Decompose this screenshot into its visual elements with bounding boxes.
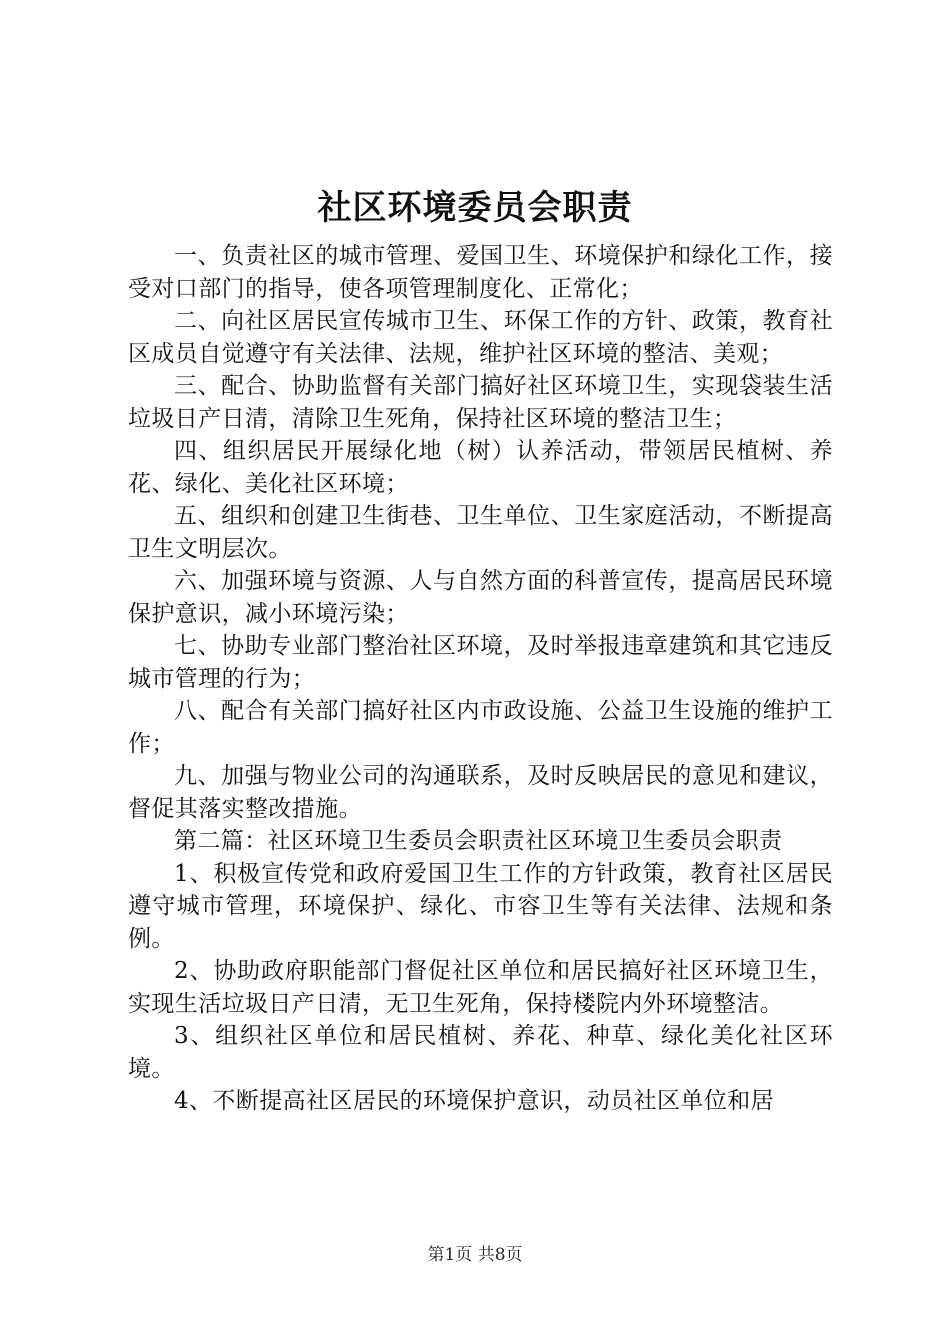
paragraph: 九、加强与物业公司的沟通联系，及时反映居民的意见和建议，督促其落实整改措施。 bbox=[128, 763, 833, 822]
paragraph: 1、积极宣传党和政府爱国卫生工作的方针政策，教育社区居民遵守城市管理，环境保护、绿化、市容卫生等有关法律、法规和条例。 bbox=[128, 860, 833, 952]
paragraph: 二、向社区居民宣传城市卫生、环保工作的方针、政策，教育社区成员自觉遵守有关法律、法规，维护社区环境的整洁、美观； bbox=[128, 308, 833, 367]
paragraph: 3、组织社区单位和居民植树、养花、种草、绿化美化社区环境。 bbox=[128, 1023, 833, 1082]
page-footer: 第1页 共8页 bbox=[427, 1245, 523, 1265]
paragraph: 四、组织居民开展绿化地（树）认养活动，带领居民植树、养花、绿化、美化社区环境； bbox=[128, 438, 833, 497]
document-body bbox=[128, 240, 833, 1118]
paragraph: 八、配合有关部门搞好社区内市政设施、公益卫生设施的维护工作； bbox=[128, 698, 833, 757]
paragraph: 六、加强环境与资源、人与自然方面的科普宣传，提高居民环境保护意识，减小环境污染； bbox=[128, 568, 833, 627]
section-heading: 第二篇：社区环境卫生委员会职责社区环境卫生委员会职责 bbox=[174, 828, 783, 854]
paragraph: 4、不断提高社区居民的环境保护意识，动员社区单位和居 bbox=[174, 1088, 775, 1114]
paragraph: 七、协助专业部门整治社区环境，及时举报违章建筑和其它违反城市管理的行为； bbox=[128, 633, 833, 692]
document-title: 社区环境委员会职责 bbox=[317, 188, 633, 228]
paragraph: 2、协助政府职能部门督促社区单位和居民搞好社区环境卫生，实现生活垃圾日产日清，无卫生死角，保持楼院内外环境整洁。 bbox=[128, 958, 833, 1017]
paragraph: 五、组织和创建卫生街巷、卫生单位、卫生家庭活动，不断提高卫生文明层次。 bbox=[128, 503, 833, 562]
paragraph: 三、配合、协助监督有关部门搞好社区环境卫生，实现袋装生活垃圾日产日清，清除卫生死角，保持社区环境的整洁卫生； bbox=[128, 373, 833, 432]
paragraph: 一、负责社区的城市管理、爱国卫生、环境保护和绿化工作，接受对口部门的指导，使各项管理制度化、正常化； bbox=[128, 243, 833, 302]
